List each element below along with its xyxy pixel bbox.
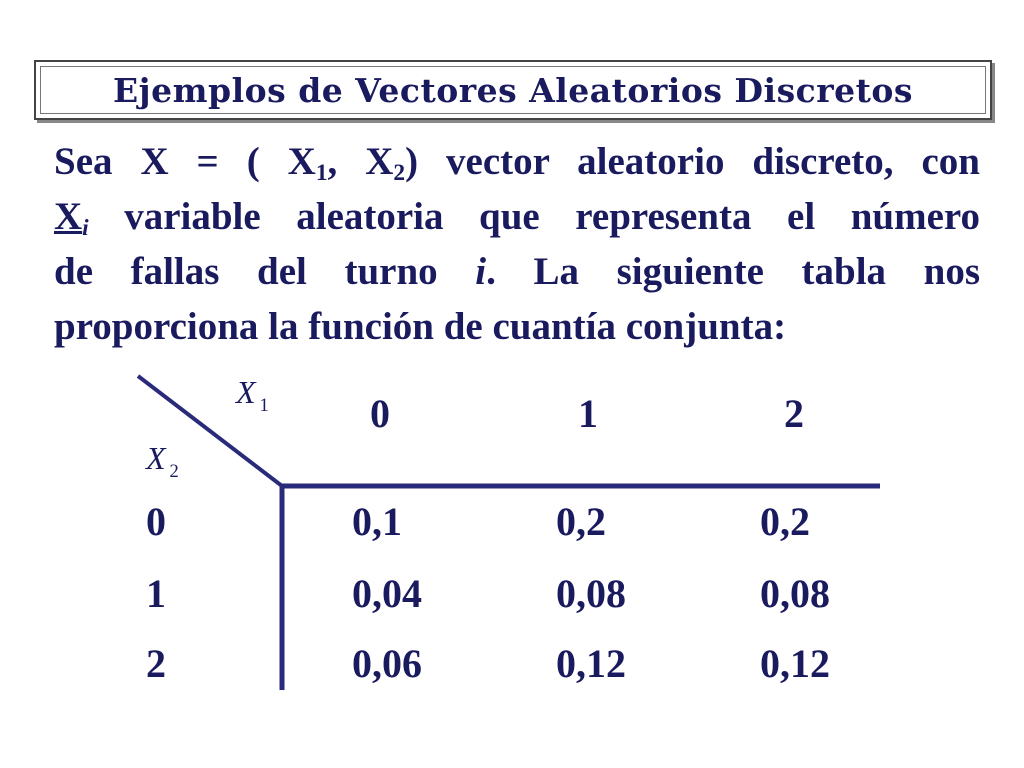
table-cell: 0,04 bbox=[352, 571, 422, 616]
x2-label: X bbox=[146, 440, 166, 476]
table-cell: 0,08 bbox=[760, 571, 830, 616]
intro-line-2-rest: variable aleatoria que representa el número bbox=[88, 195, 980, 238]
intro-line-1-sub2: 2 bbox=[393, 159, 406, 186]
row-header: 2 bbox=[146, 641, 166, 686]
table-cell: 0,2 bbox=[760, 499, 810, 544]
row-header: 0 bbox=[146, 499, 166, 544]
intro-line-1-c: ) vector aleatorio discreto, con bbox=[405, 140, 980, 183]
slide-title: Ejemplos de Vectores Aleatorios Discretos bbox=[113, 70, 913, 110]
row-header: 1 bbox=[146, 571, 166, 616]
intro-line-1-b: , X bbox=[327, 140, 394, 183]
x1-header bbox=[236, 374, 269, 417]
x1-label: X bbox=[236, 374, 256, 410]
column-header: 0 bbox=[370, 391, 390, 436]
intro-line-2-sub: i bbox=[82, 214, 89, 241]
intro-line-2-x: X bbox=[54, 195, 83, 238]
table-cell: 0,06 bbox=[352, 641, 422, 686]
column-header: 2 bbox=[784, 391, 804, 436]
table-cell: 0,2 bbox=[556, 499, 606, 544]
table-cell: 0,12 bbox=[556, 641, 626, 686]
intro-line-1-a: Sea X = ( X bbox=[54, 140, 316, 183]
intro-line-4: proporciona la función de cuantía conjunta: bbox=[54, 305, 787, 348]
x1-sub: 1 bbox=[259, 395, 269, 417]
table-cell: 0,1 bbox=[352, 499, 402, 544]
x2-header bbox=[146, 440, 179, 483]
table-cell: 0,12 bbox=[760, 641, 830, 686]
column-header: 1 bbox=[578, 391, 598, 436]
table-cell: 0,08 bbox=[556, 571, 626, 616]
intro-line-1-sub1: 1 bbox=[315, 159, 328, 186]
x2-sub: 2 bbox=[169, 461, 179, 483]
intro-line-3-b: . La siguiente tabla nos bbox=[486, 250, 980, 293]
intro-line-3-i: i bbox=[475, 250, 487, 293]
intro-line-3-a: de fallas del turno bbox=[54, 250, 476, 293]
